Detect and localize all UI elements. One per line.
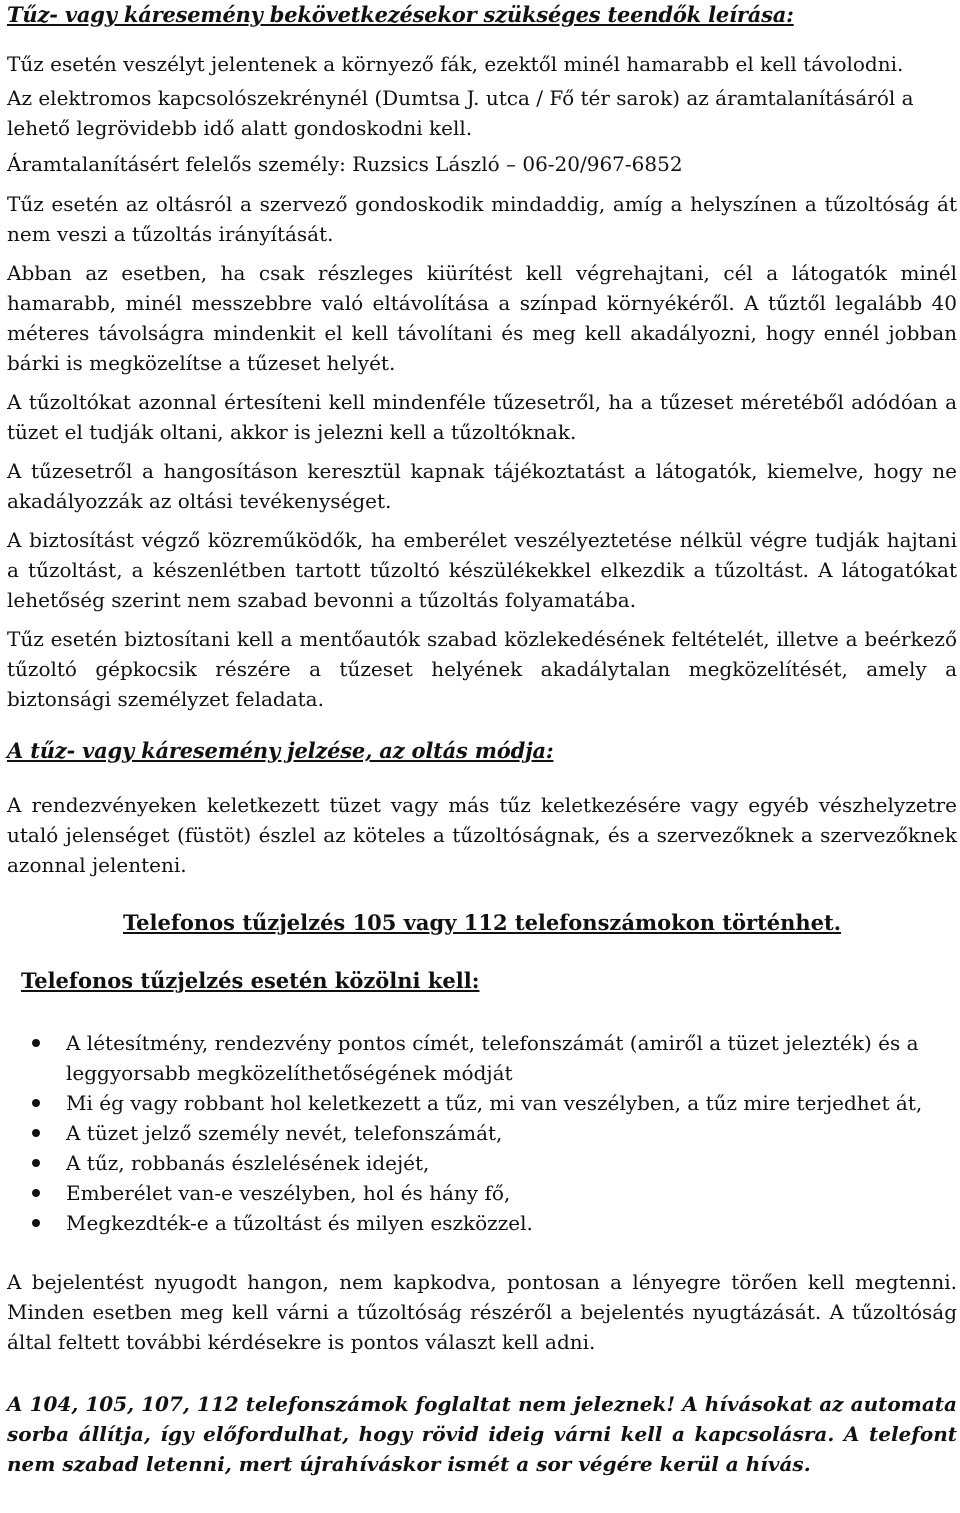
paragraph-reporting-manner: A bejelentést nyugodt hangon, nem kapkodva, pontosan a lényegre törően kell megtenni. Minden esetben meg kell várni a tűzoltóság részéről a bejelentés nyugtázását. A tűzoltóság által feltett további kérdésekre is pontos választ kell adni. <box>7 1270 957 1354</box>
paragraph-security-staff-extinguishing: A biztosítást végző közreműködők, ha emberélet veszélyeztetése nélkül végre tudják hajtani a tűzoltást, a készenlétben tartott tűzoltó készülékekkel elkezdik a tűzoltást. A látogatókat lehetőség szerint nem szabad bevonni a tűzoltás folyamatába. <box>7 528 957 612</box>
list-item: A tüzet jelző személy nevét, telefonszámát, <box>7 1118 957 1148</box>
bullet-icon <box>32 1159 40 1167</box>
paragraph-notify-firefighters: A tűzoltókat azonnal értesíteni kell mindenféle tűzesetről, ha a tűzeset méretéből adódóan a tüzet el tudják oltani, akkor is jelezni kell a tűzoltóknak. <box>7 390 957 444</box>
paragraph-partial-evacuation: Abban az esetben, ha csak részleges kiürítést kell végrehajtani, cél a látogatók minél hamarabb, minél messzebbre való eltávolítása a színpad környékéről. A tűztől legalább 40 méteres távolságra mindenkit el kell távolítani és meg kell akadályozni, hogy ennél jobban bárki is megközelítse a tűzeset helyét. <box>7 261 957 375</box>
bullet-icon <box>32 1039 40 1047</box>
must-report-list <box>7 1028 957 1238</box>
list-item: A létesítmény, rendezvény pontos címét, telefonszámát (amiről a tüzet jelezték) és a leggyorsabb megközelíthetőségének módját <box>7 1028 957 1088</box>
warning-busy-lines: A 104, 105, 107, 112 telefonszámok foglaltat nem jeleznek! A hívásokat az automata sorba állítja, így előfordulhat, hogy rövid ideig várni kell a kapcsolásra. A telefont nem szabad letenni, mert újrahíváskor ismét a sor végére kerül a hívás. <box>7 1392 957 1476</box>
list-item: Emberélet van-e veszélyben, hol és hány fő, <box>7 1178 957 1208</box>
bullet-icon <box>32 1219 40 1227</box>
paragraph-power-cutoff: Az elektromos kapcsolószekrénynél (Dumtsa J. utca / Fő tér sarok) az áramtalanításáról a lehető legrövidebb idő alatt gondoskodni kell. <box>7 86 914 140</box>
section-heading-fire-procedures: Tűz- vagy káresemény bekövetkezésekor szükséges teendők leírása: <box>7 2 794 27</box>
document-page <box>7 0 957 1479</box>
paragraph-responsible-person: Áramtalanításért felelős személy: Ruzsics László – 06-20/967-6852 <box>7 152 683 176</box>
paragraph-extinguishing-responsibility: Tűz esetén az oltásról a szervező gondoskodik mindaddig, amíg a helyszínen a tűzoltóság át nem veszi a tűzoltás irányítását. <box>7 192 957 246</box>
paragraph-trees-danger: Tűz esetén veszélyt jelentenek a környező fák, ezektől minél hamarabb el kell távolodni. <box>7 52 904 76</box>
list-item: Megkezdték-e a tűzoltást és milyen eszközzel. <box>7 1208 957 1238</box>
list-item: Mi ég vagy robbant hol keletkezett a tűz, mi van veszélyben, a tűz mire terjedhet át, <box>7 1088 957 1118</box>
paragraph-reporting-obligation: A rendezvényeken keletkezett tüzet vagy más tűz keletkezésére vagy egyéb vészhelyzetre utaló jelenséget (füstöt) észlel az köteles a tűzoltóságnak, és a szervezőknek a szervezőknek azonnal jelenteni. <box>7 793 957 877</box>
bullet-icon <box>32 1189 40 1197</box>
list-item: A tűz, robbanás észlelésének idejét, <box>7 1148 957 1178</box>
bullet-icon <box>32 1129 40 1137</box>
section-heading-fire-reporting: A tűz- vagy káresemény jelzése, az oltás módja: <box>7 738 554 763</box>
must-report-heading: Telefonos tűzjelzés esetén közölni kell: <box>21 968 480 993</box>
paragraph-pa-announcement: A tűzesetről a hangosításon keresztül kapnak tájékoztatást a látogatók, kiemelve, hogy ne akadályozzák az oltási tevékenységet. <box>7 459 957 513</box>
paragraph-ambulance-access: Tűz esetén biztosítani kell a mentőautók szabad közlekedésének feltételét, illetve a beérkező tűzoltó gépkocsik részére a tűzeset helyének akadálytalan megközelítését, amely a biztonsági személyzet feladata. <box>7 627 957 711</box>
phone-numbers-notice: Telefonos tűzjelzés 105 vagy 112 telefonszámokon történhet. <box>122 910 842 935</box>
bullet-icon <box>32 1099 40 1107</box>
